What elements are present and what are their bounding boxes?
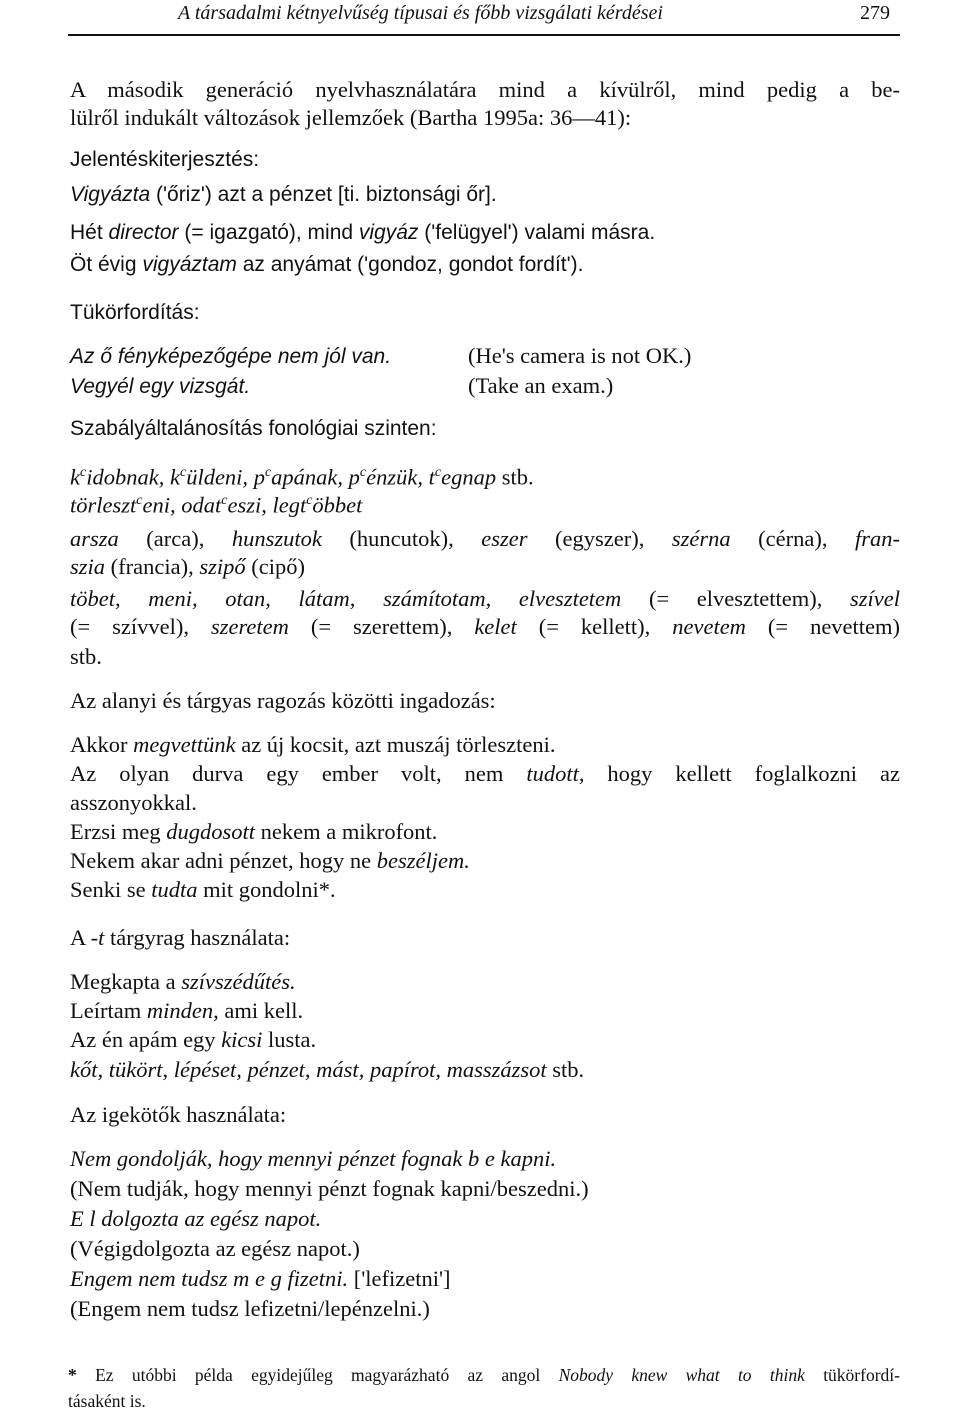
- example-text: Akkor: [70, 732, 134, 757]
- example-text: Hét: [70, 221, 109, 244]
- heading-phonology: Szabályáltalánosítás fonológiai szinten:: [70, 417, 437, 440]
- example-word: hunszutok: [231, 526, 322, 551]
- example-word: egnap: [441, 464, 497, 490]
- example-text: ('őriz') azt a pénzet [ti. biztonsági őr].: [150, 183, 497, 206]
- example-text: stb.: [546, 1057, 585, 1082]
- example-word: k: [169, 464, 180, 490]
- example-word: director: [108, 221, 179, 244]
- example-line: [70, 760, 900, 788]
- example-word: törleszt: [70, 492, 137, 518]
- example-text: Az én apám egy: [70, 1027, 222, 1052]
- example-line: Nem gondolják, hogy mennyi pénzet fognak b e kapni.: [70, 1146, 557, 1171]
- example-word: Engem nem tudsz m e g fizetni.: [70, 1266, 349, 1291]
- footnote-marker: *: [68, 1365, 77, 1385]
- example-text: ['lefizetni']: [348, 1266, 451, 1291]
- heading-accusative: [70, 924, 290, 952]
- footnote-line-1: [68, 1364, 900, 1386]
- example-text: az új kocsit, azt muszáj törleszteni.: [235, 732, 556, 757]
- example-word: kicsi: [221, 1027, 263, 1052]
- example-text: ami kell.: [218, 998, 304, 1023]
- example-word: t: [428, 464, 435, 490]
- example-text: hogy kellett foglalkozni az: [584, 761, 900, 786]
- aspiration-mark: c: [434, 465, 442, 480]
- example-word: töbet, meni, otan, látam, számítotam, elvesztetem: [70, 586, 622, 611]
- aspiration-line-2: [70, 487, 362, 520]
- example-word: p: [348, 464, 360, 490]
- example-word: kőt, tükört, lépéset, pénzet, mást, papírot, masszázsot: [70, 1057, 547, 1082]
- example-text: stb.: [496, 464, 534, 490]
- example-text: Megkapta a: [70, 969, 182, 994]
- degemination-line-3: [70, 585, 900, 613]
- example-text: (= szerettem),: [288, 614, 475, 639]
- aspiration-mark: c: [136, 493, 143, 508]
- example-line: [70, 847, 470, 875]
- example-word: vigyáztam: [142, 253, 237, 276]
- calque-example-hu: Vegyél egy vizsgát.: [70, 375, 251, 398]
- example-text: mit gondolni*.: [197, 877, 336, 902]
- example-text: (= elvesztettem),: [621, 586, 850, 611]
- example-line: [70, 251, 583, 279]
- example-text: az anyámat ('gondoz, gondot fordít').: [236, 253, 584, 276]
- running-header-title: A társadalmi kétnyelvűség típusai és főbb vizsgálati kérdései: [178, 2, 663, 24]
- page-number: 279: [860, 2, 890, 24]
- example-word: tudott,: [526, 761, 585, 786]
- example-word: szia: [70, 554, 106, 579]
- example-word: k: [70, 464, 80, 490]
- example-text: (= kellett),: [516, 614, 673, 639]
- example-text: Leírtam: [70, 998, 147, 1023]
- example-word: idobnak,: [86, 464, 170, 490]
- example-line: [70, 731, 555, 759]
- example-word: minden,: [146, 998, 219, 1023]
- footnote-line-2: tásaként is.: [68, 1391, 146, 1411]
- example-text: lusta.: [262, 1027, 317, 1052]
- example-text: (francia),: [105, 554, 200, 579]
- example-line: (Engem nem tudsz lefizetni/lepénzelni.): [70, 1296, 430, 1321]
- footnote-example: Nobody knew what to think: [558, 1365, 805, 1385]
- aspiration-mark: c: [80, 465, 87, 480]
- example-line: (Végigdolgozta az egész napot.): [70, 1236, 360, 1261]
- example-text: ('felügyel') valami másra.: [418, 221, 656, 244]
- example-text: (arca),: [118, 526, 232, 551]
- example-text: Öt évig: [70, 253, 143, 276]
- example-text: (= igazgató), mind: [178, 221, 359, 244]
- example-word: énzük,: [366, 464, 429, 490]
- example-line: asszonyokkal.: [70, 790, 197, 815]
- degemination-line-1: [70, 525, 900, 553]
- example-word: nevetem: [672, 614, 746, 639]
- calque-example-hu: Az ő fényképezőgépe nem jól van.: [70, 345, 392, 368]
- example-line: (Nem tudják, hogy mennyi pénzt fognak kapni/beszedni.): [70, 1176, 589, 1201]
- header-rule: [68, 34, 900, 36]
- degemination-line-4: [70, 613, 900, 641]
- aspiration-mark: c: [221, 493, 228, 508]
- aspiration-mark: c: [359, 465, 367, 480]
- example-line: [70, 1026, 316, 1054]
- example-text: (huncutok),: [321, 526, 482, 551]
- example-line: E l dolgozta az egész napot.: [70, 1206, 322, 1231]
- degemination-line-5: stb.: [70, 644, 102, 669]
- example-text: (cipő): [245, 554, 305, 579]
- example-line: [70, 1265, 451, 1293]
- example-word: vigyáz: [358, 221, 419, 244]
- example-text: Az olyan durva egy ember volt, nem: [70, 761, 527, 786]
- example-word: szívszédűtés.: [181, 969, 296, 994]
- example-text: nekem a mikrofont.: [254, 819, 438, 844]
- example-word: szipő: [199, 554, 246, 579]
- example-word: szível: [849, 586, 900, 611]
- heading-text: A: [70, 925, 91, 950]
- example-word: szeretem: [210, 614, 289, 639]
- example-word: üldeni,: [186, 464, 254, 490]
- example-word: beszéljem.: [376, 848, 470, 873]
- example-line: [70, 818, 437, 846]
- example-line: [70, 876, 336, 904]
- calque-example-en: (Take an exam.): [468, 373, 614, 398]
- example-word: arsza: [70, 526, 119, 551]
- example-text: Senki se: [70, 877, 152, 902]
- example-word: dugdosott: [166, 819, 255, 844]
- example-word: kelet: [474, 614, 517, 639]
- example-word: öbbet: [312, 492, 363, 518]
- aspiration-mark: c: [264, 465, 272, 480]
- example-line: [70, 219, 655, 247]
- example-text: (= nevettem): [745, 614, 901, 639]
- example-word: eszer: [481, 526, 528, 551]
- example-word: p: [253, 464, 265, 490]
- heading-text: tárgyrag használata:: [104, 925, 291, 950]
- aspiration-mark: c: [179, 465, 187, 480]
- heading-prefixes: Az igekötők használata:: [70, 1102, 287, 1127]
- heading-suffix: -t: [90, 925, 105, 950]
- example-word: Vigyázta: [70, 183, 151, 206]
- example-word: megvettünk: [133, 732, 236, 757]
- example-word: eni, odat: [142, 492, 222, 518]
- example-word: szérna: [671, 526, 731, 551]
- example-line: [70, 181, 497, 209]
- example-text: (egyszer),: [527, 526, 672, 551]
- example-word: eszi, legt: [227, 492, 307, 518]
- example-line: [70, 1056, 584, 1084]
- degemination-line-2: [70, 553, 305, 581]
- intro-line-2: lülről indukált változások jellemzőek (Bartha 1995a: 36—41):: [70, 105, 632, 130]
- example-text: (= szívvel),: [70, 614, 211, 639]
- footnote-text: tükörfordí-: [804, 1365, 900, 1385]
- heading-semantic-extension: Jelentéskiterjesztés:: [70, 148, 260, 171]
- example-text: Nekem akar adni pénzet, hogy ne: [70, 848, 377, 873]
- heading-calque: Tükörfordítás:: [70, 301, 200, 324]
- example-word: tudta: [151, 877, 198, 902]
- example-text: (cérna),: [730, 526, 855, 551]
- example-word: apának,: [271, 464, 349, 490]
- intro-line-1: A második generáció nyelvhasználatára mind a kívülről, mind pedig a be-: [70, 77, 900, 102]
- example-text: Erzsi meg: [70, 819, 167, 844]
- example-line: [70, 968, 296, 996]
- heading-conjugation: Az alanyi és tárgyas ragozás közötti ingadozás:: [70, 688, 496, 713]
- calque-example-en: (He's camera is not OK.): [468, 343, 692, 368]
- aspiration-mark: c: [306, 493, 313, 508]
- footnote-text: Ez utóbbi példa egyidejűleg magyarázható az angol: [76, 1365, 559, 1385]
- example-word: fran-: [854, 526, 900, 551]
- example-line: [70, 997, 303, 1025]
